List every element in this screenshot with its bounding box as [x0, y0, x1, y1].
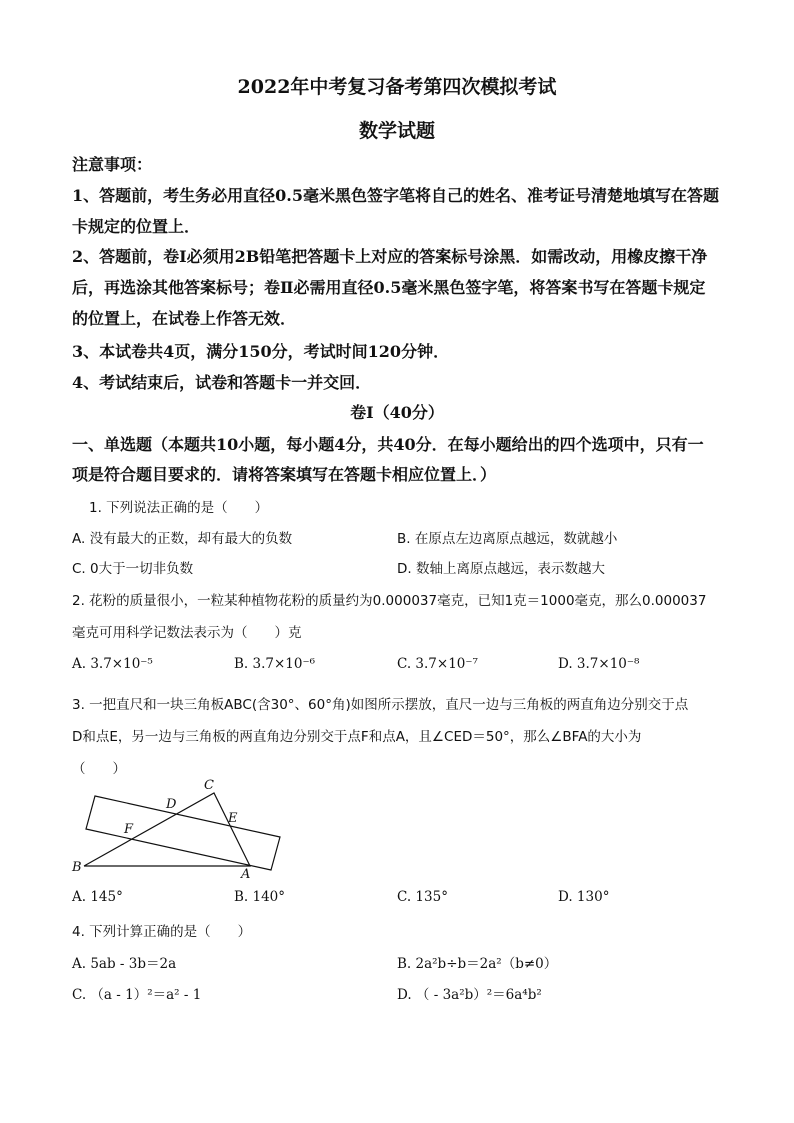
label-e: E [228, 811, 238, 826]
q3-line-3: （ ） [72, 761, 126, 777]
q1-option-c: C. 0大于一切非负数 [72, 561, 194, 577]
note-1-line-1: 1、答题前，考生务必用直径0.5毫米黑色签字笔将自己的姓名、准考证号清楚地填写在答题 [72, 186, 719, 205]
section-title: 卷Ⅰ（40分） [350, 403, 444, 422]
q1-stem: 1. 下列说法正确的是（ ） [89, 500, 269, 516]
q4-option-c: C. （a - 1）²＝a² - 1 [72, 987, 202, 1003]
q1-option-a: A. 没有最大的正数，却有最大的负数 [72, 531, 293, 547]
q1-option-d: D. 数轴上离原点越远，表示数越大 [397, 561, 605, 577]
ruler-shape [86, 796, 280, 870]
label-a: A [241, 867, 251, 882]
q2-line-2: 毫克可用科学记数法表示为（ ）克 [72, 625, 302, 641]
q3-option-d: D. 130° [558, 889, 610, 905]
q3-option-a: A. 145° [72, 889, 123, 905]
label-b: B [72, 860, 82, 875]
q4-option-b: B. 2a²b÷b＝2a²（b≠0） [397, 956, 558, 972]
note-4: 4、考试结束后，试卷和答题卡一并交回． [72, 373, 372, 392]
q2-line-1: 2. 花粉的质量很小，一粒某种植物花粉的质量约为0.000037毫克，已知1克＝1000毫克，那么0.000037 [72, 593, 707, 609]
note-3: 3、本试卷共4页，满分150分，考试时间120分钟． [72, 342, 450, 361]
note-2-line-3: 的位置上，在试卷上作答无效． [72, 309, 297, 328]
exam-title: 2022年中考复习备考第四次模拟考试 [237, 76, 557, 98]
section-intro-line-2: 项是符合题目要求的．请将答案填写在答题卡相应位置上．） [72, 465, 497, 484]
q3-line-1: 3. 一把直尺和一块三角板ABC(含30°、60°角)如图所示摆放，直尺一边与三角板的两直角边分别交于点 [72, 697, 689, 713]
q4-option-d: D. （ - 3a²b）²＝6a⁴b² [397, 987, 542, 1003]
label-f: F [124, 822, 134, 837]
q3-option-c: C. 135° [397, 889, 448, 905]
notes-heading: 注意事项： [72, 155, 153, 174]
note-2-line-1: 2、答题前，卷Ⅰ必须用2B铅笔把答题卡上对应的答案标号涂黑．如需改动，用橡皮擦干净 [72, 247, 708, 266]
q3-line-2: D和点E，另一边与三角板的两直角边分别交于点F和点A，且∠CED＝50°，那么∠BFA的大小为 [72, 729, 642, 745]
exam-subtitle: 数学试题 [358, 120, 435, 142]
label-c: C [204, 778, 214, 793]
q2-option-b: B. 3.7×10⁻⁶ [234, 656, 315, 672]
q2-option-a: A. 3.7×10⁻⁵ [72, 656, 153, 672]
q1-option-b: B. 在原点左边离原点越远，数就越小 [397, 531, 618, 547]
q2-option-c: C. 3.7×10⁻⁷ [397, 656, 478, 672]
q2-option-d: D. 3.7×10⁻⁸ [558, 656, 640, 672]
label-d: D [166, 797, 177, 812]
note-2-line-2: 后，再选涂其他答案标号；卷Ⅱ必需用直径0.5毫米黑色签字笔，将答案书写在答题卡规定 [72, 278, 706, 297]
note-1-line-2: 卡规定的位置上． [72, 217, 201, 236]
q3-option-b: B. 140° [234, 889, 286, 905]
q4-stem: 4. 下列计算正确的是（ ） [72, 924, 252, 940]
section-intro-line-1: 一、单选题（本题共10小题，每小题4分，共40分．在每小题给出的四个选项中，只有一 [72, 435, 704, 454]
q4-option-a: A. 5ab - 3b＝2a [72, 956, 177, 972]
